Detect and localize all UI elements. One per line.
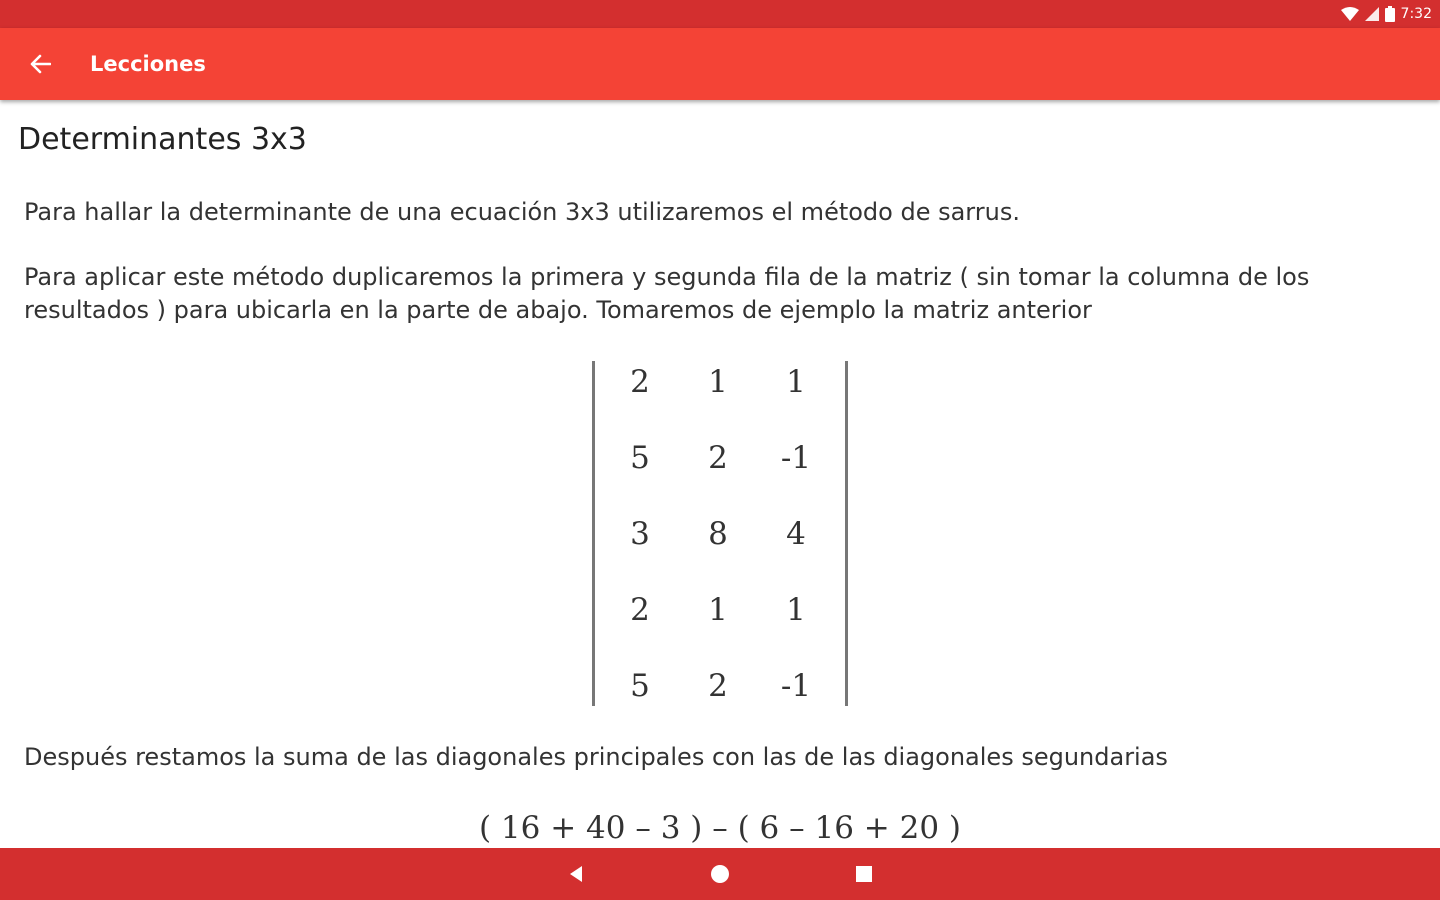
matrix-left-bar [592,361,595,706]
matrix-cell: 2 [708,668,728,704]
matrix-cell: -1 [780,440,812,476]
wifi-icon [1341,7,1359,21]
matrix-right-bar [845,361,848,706]
intro-paragraph: Para hallar la determinante de una ecuación 3x3 utilizaremos el método de sarrus. [24,198,1020,226]
determinant-formula: ( 16 + 40 – 3 ) – ( 6 – 16 + 20 ) [478,810,961,846]
matrix-cell: -1 [780,668,812,704]
matrix-cell: 2 [630,592,650,628]
sarrus-matrix [592,361,850,706]
method-paragraph: Para aplicar este método duplicaremos la primera y segunda fila de la matriz ( sin tomar la columna de los resultados ) para ubicarla en la parte de abajo. Tomaremos de ejemplo la matriz anterior [24,263,1310,324]
square-recents-icon [854,864,874,884]
matrix-cell: 1 [708,364,728,400]
matrix-cell: 1 [786,364,806,400]
circle-home-icon [710,864,730,884]
matrix-cell: 3 [630,516,650,552]
diagonals-paragraph: Después restamos la suma de las diagonales principales con las de las diagonales segundarias [24,743,1168,771]
toolbar-title: Lecciones [90,52,206,76]
navigation-bar [0,848,1440,900]
nav-recents-button[interactable] [834,848,894,900]
app-toolbar [0,28,1440,100]
status-time: 7:32 [1400,6,1432,22]
matrix-cell: 2 [630,364,650,400]
matrix-cell: 1 [708,592,728,628]
matrix-cell: 5 [630,668,650,704]
triangle-back-icon [566,864,586,884]
signal-icon [1365,7,1379,21]
nav-back-button[interactable] [546,848,606,900]
status-bar [0,0,1440,28]
matrix-cell: 2 [708,440,728,476]
arrow-left-icon [29,54,51,74]
lesson-title: Determinantes 3x3 [18,122,307,157]
back-button[interactable] [0,28,80,100]
lesson-content[interactable] [0,100,1440,848]
matrix-cell: 1 [786,592,806,628]
matrix-cell: 4 [786,516,806,552]
battery-icon [1385,6,1395,22]
nav-home-button[interactable] [690,848,750,900]
matrix-cell: 8 [708,516,728,552]
matrix-cell: 5 [630,440,650,476]
